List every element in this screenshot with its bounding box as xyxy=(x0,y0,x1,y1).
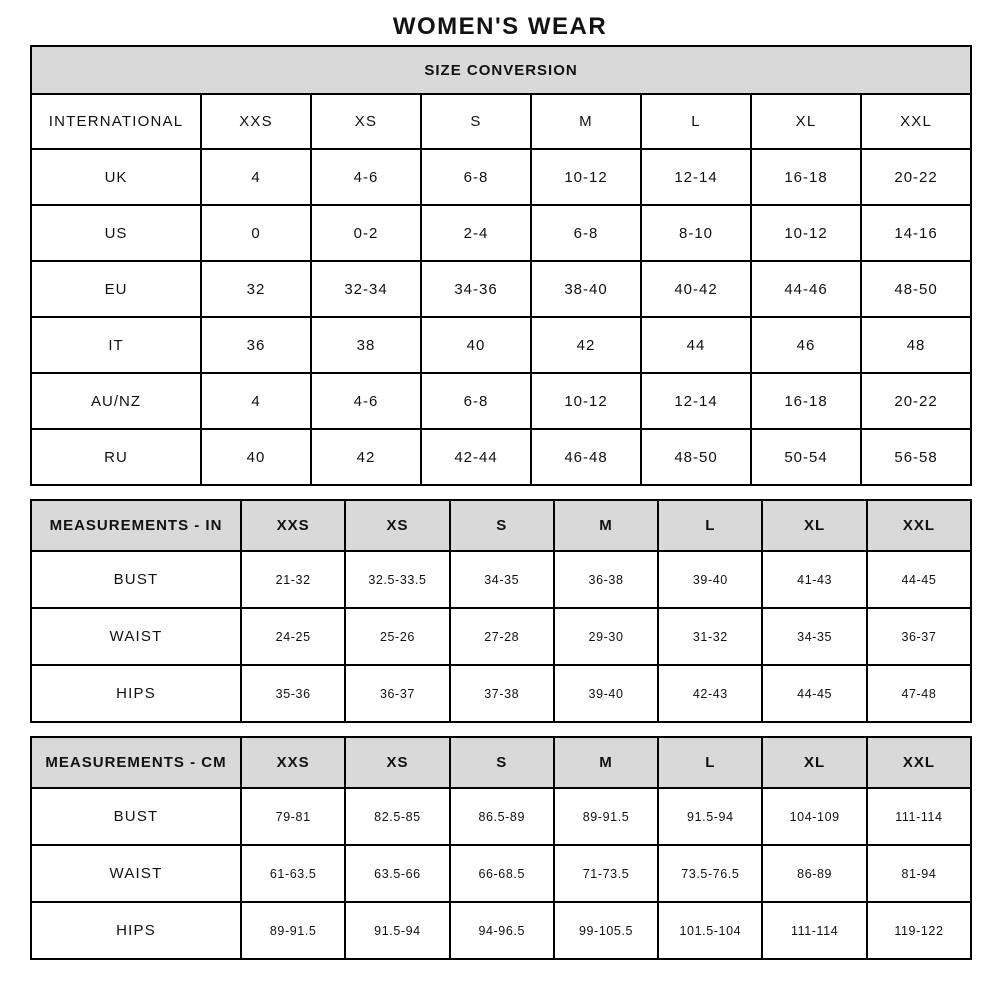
cell: 32-34 xyxy=(311,261,421,317)
cell: 81-94 xyxy=(867,845,971,902)
cell: 119-122 xyxy=(867,902,971,959)
column-header: M xyxy=(531,94,641,149)
column-header: INTERNATIONAL xyxy=(31,94,201,149)
cell: 111-114 xyxy=(762,902,866,959)
cell: 91.5-94 xyxy=(658,788,762,845)
cell: 46-48 xyxy=(531,429,641,485)
cell: 6-8 xyxy=(421,149,531,205)
table-row xyxy=(31,902,971,959)
cell: 42 xyxy=(311,429,421,485)
cell: 4-6 xyxy=(311,149,421,205)
cell: 32 xyxy=(201,261,311,317)
column-header: XXL xyxy=(867,737,971,788)
cell: 31-32 xyxy=(658,608,762,665)
cell: 38 xyxy=(311,317,421,373)
cell: 37-38 xyxy=(450,665,554,722)
cell: 44 xyxy=(641,317,751,373)
cell: 24-25 xyxy=(241,608,345,665)
cell: 94-96.5 xyxy=(450,902,554,959)
cell: 111-114 xyxy=(867,788,971,845)
measurements-cm-table xyxy=(30,736,972,960)
cell: 86-89 xyxy=(762,845,866,902)
column-header: S xyxy=(450,500,554,551)
size-conversion-body xyxy=(31,46,971,485)
column-header: XXL xyxy=(861,94,971,149)
cell: 12-14 xyxy=(641,149,751,205)
cell: 42 xyxy=(531,317,641,373)
cell: 89-91.5 xyxy=(241,902,345,959)
table-header-row xyxy=(31,94,971,149)
cell: 44-45 xyxy=(867,551,971,608)
cell: 42-44 xyxy=(421,429,531,485)
column-header: L xyxy=(658,500,762,551)
table-banner-row xyxy=(31,46,971,94)
column-header: XXS xyxy=(201,94,311,149)
cell: 46 xyxy=(751,317,861,373)
page-title: WOMEN'S WEAR xyxy=(392,13,608,40)
table-row xyxy=(31,317,971,373)
cell: 34-35 xyxy=(762,608,866,665)
column-header: XS xyxy=(345,737,449,788)
table-title: MEASUREMENTS - CM xyxy=(31,737,241,788)
cell: 16-18 xyxy=(751,149,861,205)
column-header: XXL xyxy=(867,500,971,551)
cell: 40 xyxy=(201,429,311,485)
column-header: S xyxy=(421,94,531,149)
table-title: MEASUREMENTS - IN xyxy=(31,500,241,551)
cell: 44-46 xyxy=(751,261,861,317)
table-header-row xyxy=(31,737,971,788)
table-row xyxy=(31,788,971,845)
cell: 12-14 xyxy=(641,373,751,429)
cell: 21-32 xyxy=(241,551,345,608)
row-label: RU xyxy=(31,429,201,485)
row-label: UK xyxy=(31,149,201,205)
column-header: XL xyxy=(762,737,866,788)
cell: 63.5-66 xyxy=(345,845,449,902)
cell: 48-50 xyxy=(641,429,751,485)
cell: 4 xyxy=(201,149,311,205)
cell: 44-45 xyxy=(762,665,866,722)
cell: 27-28 xyxy=(450,608,554,665)
table-row xyxy=(31,551,971,608)
row-label: HIPS xyxy=(31,665,241,722)
table-row xyxy=(31,149,971,205)
cell: 14-16 xyxy=(861,205,971,261)
row-label: BUST xyxy=(31,788,241,845)
cell: 47-48 xyxy=(867,665,971,722)
cell: 20-22 xyxy=(861,373,971,429)
table-row xyxy=(31,845,971,902)
cell: 36 xyxy=(201,317,311,373)
table-row xyxy=(31,261,971,317)
cell: 39-40 xyxy=(554,665,658,722)
table-title: SIZE CONVERSION xyxy=(31,46,971,94)
table-header-row xyxy=(31,500,971,551)
column-header: XS xyxy=(345,500,449,551)
cell: 48 xyxy=(861,317,971,373)
cell: 38-40 xyxy=(531,261,641,317)
column-header: M xyxy=(554,500,658,551)
cell: 20-22 xyxy=(861,149,971,205)
cell: 101.5-104 xyxy=(658,902,762,959)
row-label: EU xyxy=(31,261,201,317)
column-header: M xyxy=(554,737,658,788)
table-row xyxy=(31,429,971,485)
row-label: IT xyxy=(31,317,201,373)
cell: 66-68.5 xyxy=(450,845,554,902)
cell: 0-2 xyxy=(311,205,421,261)
column-header: XXS xyxy=(241,500,345,551)
cell: 6-8 xyxy=(531,205,641,261)
row-label: WAIST xyxy=(31,845,241,902)
cell: 35-36 xyxy=(241,665,345,722)
column-header: XL xyxy=(751,94,861,149)
cell: 10-12 xyxy=(531,373,641,429)
measurements-cm-body xyxy=(31,737,971,959)
row-label: WAIST xyxy=(31,608,241,665)
row-label: US xyxy=(31,205,201,261)
column-header: XXS xyxy=(241,737,345,788)
cell: 0 xyxy=(201,205,311,261)
cell: 91.5-94 xyxy=(345,902,449,959)
column-header: L xyxy=(658,737,762,788)
cell: 41-43 xyxy=(762,551,866,608)
cell: 8-10 xyxy=(641,205,751,261)
cell: 82.5-85 xyxy=(345,788,449,845)
cell: 36-37 xyxy=(345,665,449,722)
cell: 86.5-89 xyxy=(450,788,554,845)
cell: 6-8 xyxy=(421,373,531,429)
measurements-in-table xyxy=(30,499,972,723)
cell: 40-42 xyxy=(641,261,751,317)
table-row xyxy=(31,608,971,665)
column-header: XS xyxy=(311,94,421,149)
cell: 42-43 xyxy=(658,665,762,722)
cell: 29-30 xyxy=(554,608,658,665)
cell: 25-26 xyxy=(345,608,449,665)
cell: 10-12 xyxy=(751,205,861,261)
cell: 10-12 xyxy=(531,149,641,205)
cell: 89-91.5 xyxy=(554,788,658,845)
cell: 34-35 xyxy=(450,551,554,608)
cell: 4 xyxy=(201,373,311,429)
cell: 34-36 xyxy=(421,261,531,317)
cell: 40 xyxy=(421,317,531,373)
cell: 32.5-33.5 xyxy=(345,551,449,608)
cell: 104-109 xyxy=(762,788,866,845)
column-header: L xyxy=(641,94,751,149)
column-header: S xyxy=(450,737,554,788)
cell: 39-40 xyxy=(658,551,762,608)
cell: 56-58 xyxy=(861,429,971,485)
cell: 36-38 xyxy=(554,551,658,608)
cell: 99-105.5 xyxy=(554,902,658,959)
cell: 73.5-76.5 xyxy=(658,845,762,902)
table-row xyxy=(31,373,971,429)
cell: 4-6 xyxy=(311,373,421,429)
cell: 36-37 xyxy=(867,608,971,665)
cell: 71-73.5 xyxy=(554,845,658,902)
size-conversion-table xyxy=(30,45,972,486)
cell: 50-54 xyxy=(751,429,861,485)
row-label: HIPS xyxy=(31,902,241,959)
row-label: AU/NZ xyxy=(31,373,201,429)
cell: 48-50 xyxy=(861,261,971,317)
measurements-in-body xyxy=(31,500,971,722)
cell: 16-18 xyxy=(751,373,861,429)
cell: 61-63.5 xyxy=(241,845,345,902)
table-row xyxy=(31,665,971,722)
table-row xyxy=(31,205,971,261)
tables-container xyxy=(0,45,1000,960)
cell: 79-81 xyxy=(241,788,345,845)
row-label: BUST xyxy=(31,551,241,608)
cell: 2-4 xyxy=(421,205,531,261)
column-header: XL xyxy=(762,500,866,551)
